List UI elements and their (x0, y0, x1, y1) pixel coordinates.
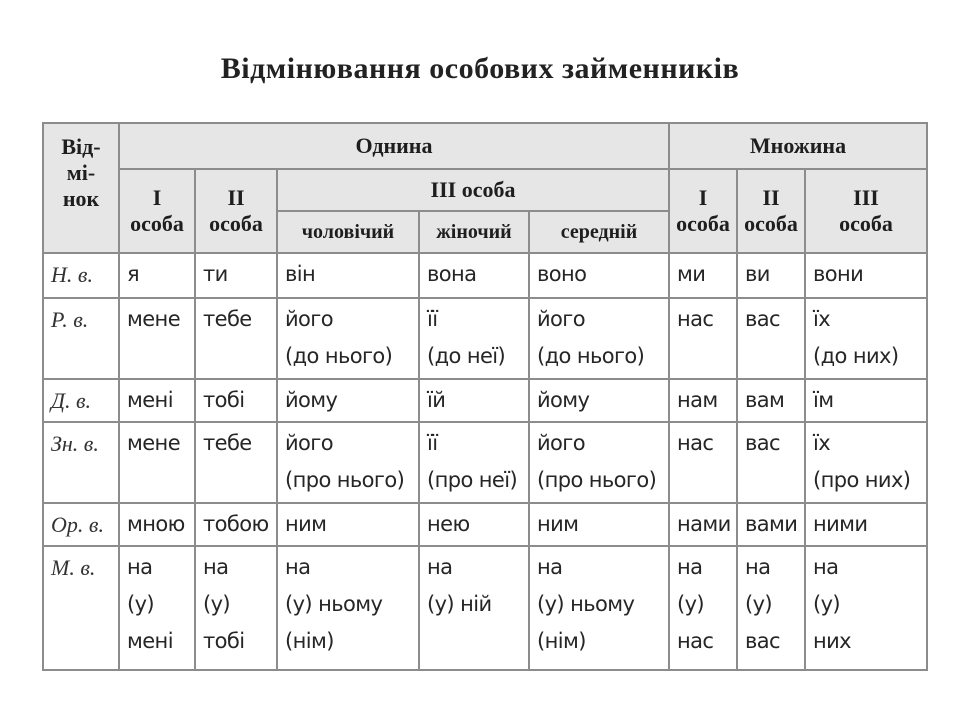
pronoun-form: нас (677, 629, 714, 653)
case-label-text: Зн. в. (51, 431, 99, 456)
case-label (43, 379, 119, 422)
pronoun-form: його (537, 307, 585, 331)
pronoun-form: їм (813, 388, 834, 412)
pronoun-declension-table (42, 122, 928, 671)
table-body (43, 253, 927, 670)
person-numeral: II (762, 185, 780, 210)
pronoun-form: її (427, 431, 438, 455)
table-cell (669, 422, 737, 503)
table-cell (669, 503, 737, 546)
person-label: особа (744, 211, 798, 236)
pronoun-form: на (203, 555, 229, 579)
pronoun-form: тобі (203, 629, 245, 653)
table-row (43, 422, 927, 503)
pronoun-form: (до нього) (537, 344, 645, 368)
singular-person2-header (195, 169, 277, 253)
pronoun-form: ними (813, 512, 868, 536)
pronoun-form: ним (285, 512, 327, 536)
case-label (43, 546, 119, 670)
pronoun-form: (у) ній (427, 592, 492, 616)
pronoun-form: вам (745, 388, 785, 412)
table-cell (419, 379, 529, 422)
table-cell (529, 298, 669, 379)
pronoun-form: на (813, 555, 839, 579)
case-label (43, 422, 119, 503)
table-cell (669, 298, 737, 379)
pronoun-form: на (745, 555, 771, 579)
pronoun-form: (про нього) (285, 468, 405, 492)
case-header-line: мі- (66, 160, 96, 185)
table-cell (419, 546, 529, 670)
pronoun-form: його (285, 431, 333, 455)
pronoun-form: (нім) (285, 629, 334, 653)
pronoun-form: він (285, 262, 316, 286)
pronoun-form: мені (127, 629, 173, 653)
pronoun-form: вас (745, 431, 780, 455)
pronoun-form: нас (677, 431, 714, 455)
pronoun-form: них (813, 629, 852, 653)
pronoun-form: ним (537, 512, 579, 536)
pronoun-form: (до нього) (285, 344, 393, 368)
table-cell (419, 298, 529, 379)
pronoun-form: нас (677, 307, 714, 331)
pronoun-form: його (285, 307, 333, 331)
case-label (43, 298, 119, 379)
table-cell (277, 503, 419, 546)
table-cell (119, 503, 195, 546)
pronoun-form: мене (127, 431, 181, 455)
table-cell (737, 298, 805, 379)
table-cell (277, 422, 419, 503)
pronoun-form: тобі (203, 388, 245, 412)
person-label: особа (130, 211, 184, 236)
table-cell (419, 253, 529, 298)
pronoun-form: (про неї) (427, 468, 518, 492)
table-cell (669, 379, 737, 422)
masculine-header: чоловічий (277, 211, 419, 253)
pronoun-form: мені (127, 388, 173, 412)
person-label: особа (676, 211, 730, 236)
table-cell (277, 298, 419, 379)
table-cell (737, 503, 805, 546)
pronoun-form: (нім) (537, 629, 586, 653)
pronoun-form: на (677, 555, 703, 579)
table-cell (805, 503, 927, 546)
pronoun-form: тобою (203, 512, 269, 536)
pronoun-form: (у) (127, 592, 155, 616)
pronoun-form: мною (127, 512, 185, 536)
case-column-header (43, 123, 119, 253)
case-header-line: нок (62, 186, 100, 211)
table-cell (737, 379, 805, 422)
case-label-text: Р. в. (51, 307, 89, 332)
table-cell (529, 503, 669, 546)
table-cell (805, 422, 927, 503)
pronoun-form: нами (677, 512, 731, 536)
neuter-header: середній (529, 211, 669, 253)
table-cell (195, 422, 277, 503)
person-label: особа (209, 211, 263, 236)
plural-person3-header (805, 169, 927, 253)
pronoun-form: нею (427, 512, 470, 536)
pronoun-form: ви (745, 262, 770, 286)
table-cell (737, 253, 805, 298)
case-label-text: Ор. в. (51, 512, 104, 537)
pronoun-form: вона (427, 262, 477, 286)
pronoun-form: тебе (203, 307, 252, 331)
table-row (43, 503, 927, 546)
table-cell (195, 379, 277, 422)
table-cell (805, 253, 927, 298)
table-cell (119, 379, 195, 422)
page-title: Відмінювання особових займенників (220, 52, 740, 85)
case-label (43, 503, 119, 546)
pronoun-form: вони (813, 262, 864, 286)
pronoun-form: (до них) (813, 344, 899, 368)
case-label-text: М. в. (51, 555, 96, 580)
person-numeral: I (698, 185, 708, 210)
table-cell (195, 546, 277, 670)
pronoun-form: вас (745, 307, 780, 331)
pronoun-form: вас (745, 629, 780, 653)
table-cell (529, 379, 669, 422)
pronoun-form: їх (813, 431, 831, 455)
case-header-line: Від- (61, 134, 101, 159)
table-cell (277, 253, 419, 298)
table-cell (669, 546, 737, 670)
table-cell (195, 503, 277, 546)
table-row (43, 298, 927, 379)
table-cell (419, 422, 529, 503)
pronoun-form: на (427, 555, 453, 579)
table-row (43, 546, 927, 670)
case-label-text: Д. в. (51, 388, 92, 413)
table-row (43, 379, 927, 422)
pronoun-form: на (127, 555, 153, 579)
singular-person1-header (119, 169, 195, 253)
case-label (43, 253, 119, 298)
table-cell (529, 422, 669, 503)
person-label: особа (839, 211, 893, 236)
table-cell (195, 298, 277, 379)
case-label-text: Н. в. (51, 262, 93, 287)
table-cell (119, 546, 195, 670)
person-numeral: I (152, 185, 162, 210)
pronoun-form: тебе (203, 431, 252, 455)
table-cell (737, 422, 805, 503)
singular-person3-header: III особа (277, 169, 669, 211)
table-row (43, 253, 927, 298)
pronoun-form: (про них) (813, 468, 911, 492)
pronoun-form: їй (427, 388, 446, 412)
person-numeral: III (853, 185, 879, 210)
table-cell (805, 546, 927, 670)
singular-header: Однина (119, 123, 669, 169)
pronoun-form: мене (127, 307, 181, 331)
table-cell (805, 379, 927, 422)
table-cell (529, 253, 669, 298)
table-cell (119, 253, 195, 298)
table-cell (529, 546, 669, 670)
pronoun-form: (у) (745, 592, 773, 616)
table-cell (419, 503, 529, 546)
table-cell (119, 422, 195, 503)
plural-header: Множина (669, 123, 927, 169)
table-cell (277, 379, 419, 422)
pronoun-form: (у) ньому (285, 592, 383, 616)
pronoun-form: (у) (203, 592, 231, 616)
table-cell (737, 546, 805, 670)
person-numeral: II (227, 185, 245, 210)
table-cell (195, 253, 277, 298)
pronoun-form: ти (203, 262, 228, 286)
pronoun-form: (до неї) (427, 344, 506, 368)
pronoun-form: його (537, 431, 585, 455)
pronoun-form: її (427, 307, 438, 331)
pronoun-form: йому (285, 388, 338, 412)
plural-person1-header (669, 169, 737, 253)
pronoun-form: їх (813, 307, 831, 331)
pronoun-form: (у) ньому (537, 592, 635, 616)
pronoun-form: вами (745, 512, 798, 536)
pronoun-form: (про нього) (537, 468, 657, 492)
pronoun-form: ми (677, 262, 706, 286)
pronoun-form: на (285, 555, 311, 579)
table-cell (119, 298, 195, 379)
pronoun-form: на (537, 555, 563, 579)
pronoun-form: (у) (677, 592, 705, 616)
table-cell (277, 546, 419, 670)
plural-person2-header (737, 169, 805, 253)
pronoun-form: (у) (813, 592, 841, 616)
feminine-header: жіночий (419, 211, 529, 253)
table-cell (669, 253, 737, 298)
pronoun-form: нам (677, 388, 718, 412)
pronoun-form: я (127, 262, 140, 286)
pronoun-form: йому (537, 388, 590, 412)
pronoun-form: воно (537, 262, 587, 286)
table-cell (805, 298, 927, 379)
